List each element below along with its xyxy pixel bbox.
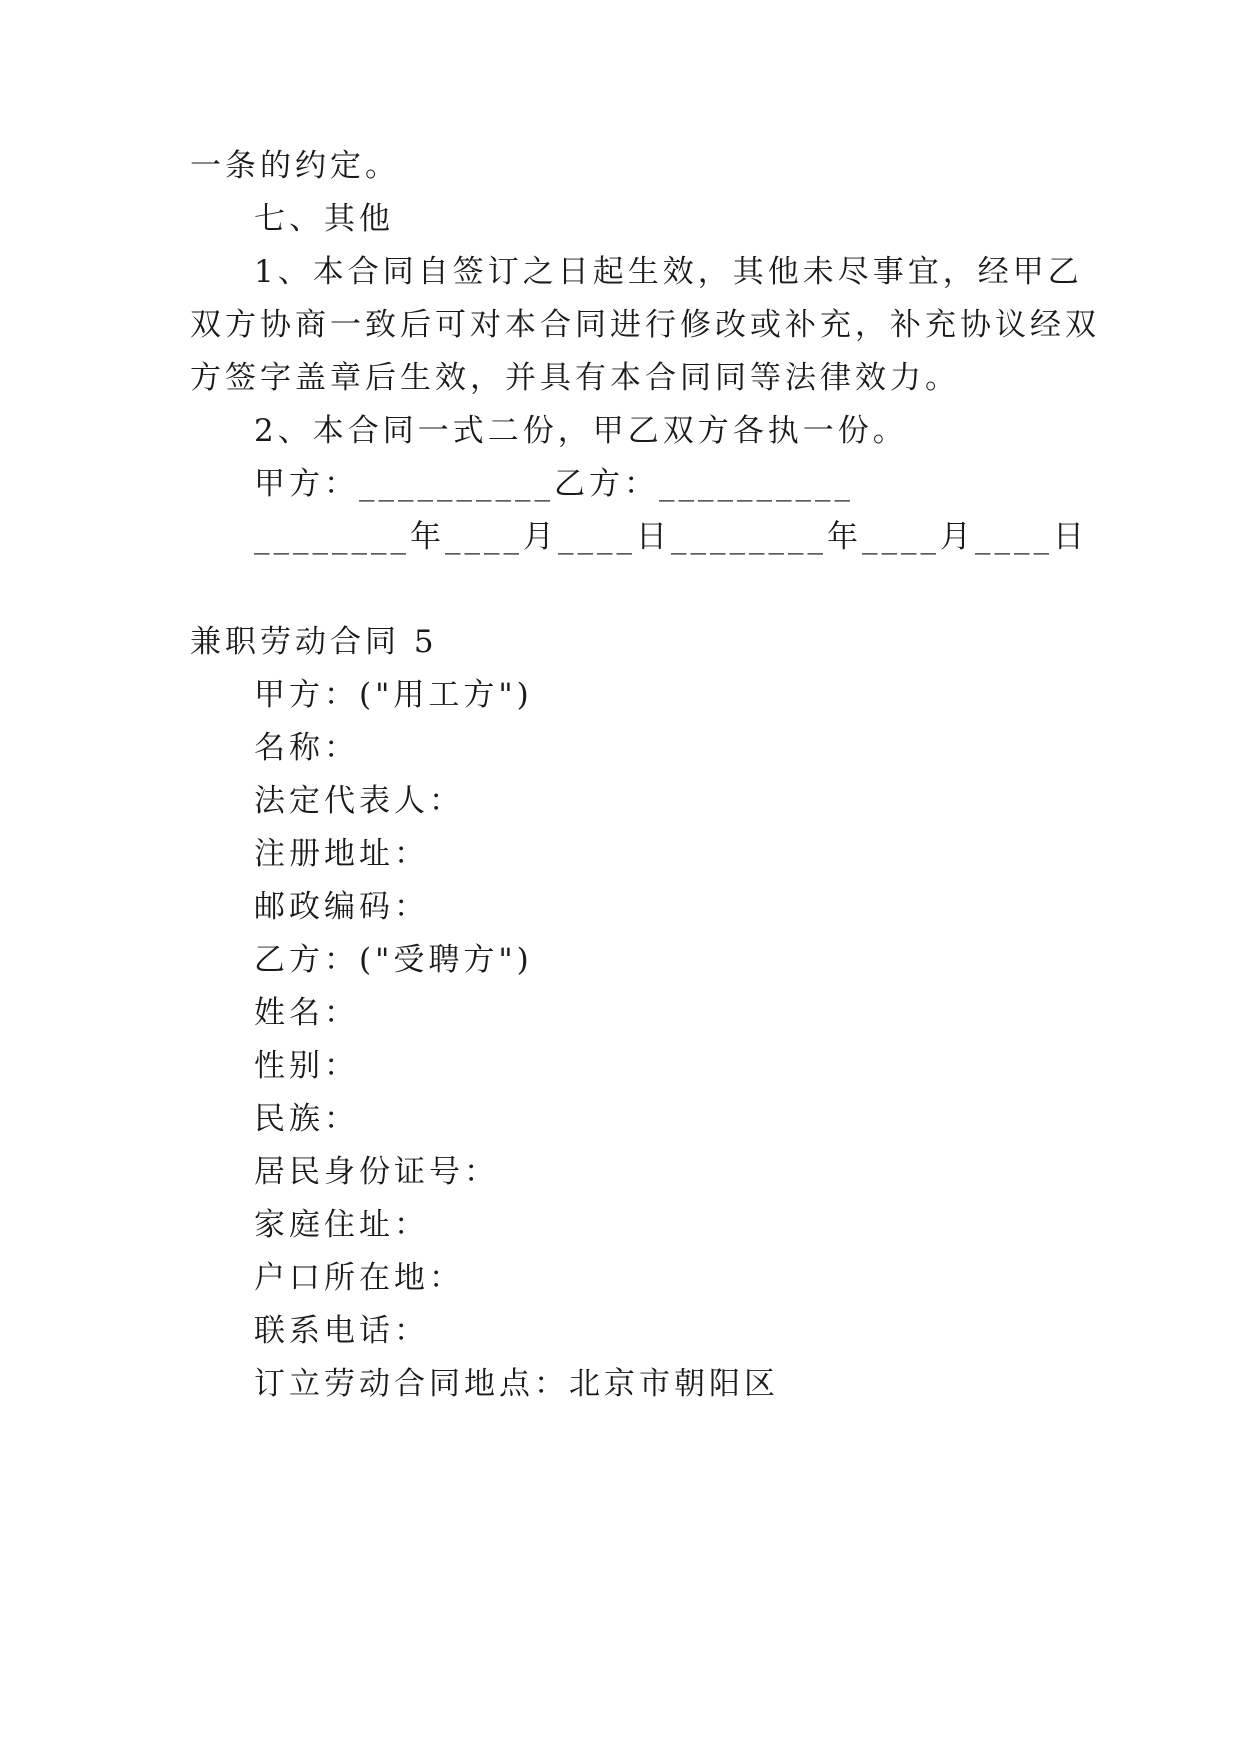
field-gender: 性别：: [254, 1048, 359, 1084]
field-registered-address: 注册地址：: [254, 836, 429, 872]
clause-1-line-1: 1、本合同自签订之日起生效，其他未尽事宜，经甲乙: [254, 254, 1083, 290]
date-line: ________年____月____日________年____月____日: [254, 519, 1088, 555]
clause-2: 2、本合同一式二份，甲乙双方各执一份。: [254, 413, 908, 449]
field-ethnicity: 民族：: [254, 1101, 359, 1137]
field-name: 名称：: [254, 730, 359, 766]
field-signing-place: 订立劳动合同地点：北京市朝阳区: [254, 1366, 779, 1402]
field-hukou: 户口所在地：: [254, 1260, 464, 1296]
field-phone: 联系电话：: [254, 1313, 429, 1349]
section-heading: 七、其他: [254, 201, 394, 237]
field-id-number: 居民身份证号：: [254, 1154, 499, 1190]
party-a-heading: 甲方：("用工方"): [254, 677, 533, 713]
contract-title: 兼职劳动合同 5: [190, 624, 438, 660]
signature-line: 甲方：__________乙方：__________: [254, 466, 854, 502]
field-legal-representative: 法定代表人：: [254, 783, 464, 819]
field-postal-code: 邮政编码：: [254, 889, 429, 925]
clause-1-line-3: 方签字盖章后生效，并具有本合同同等法律效力。: [190, 360, 960, 396]
continuation-text: 一条的约定。: [190, 148, 400, 184]
party-b-heading: 乙方：("受聘方"): [254, 942, 533, 978]
field-home-address: 家庭住址：: [254, 1207, 429, 1243]
field-person-name: 姓名：: [254, 995, 359, 1031]
clause-1-line-2: 双方协商一致后可对本合同进行修改或补充，补充协议经双: [190, 307, 1100, 343]
